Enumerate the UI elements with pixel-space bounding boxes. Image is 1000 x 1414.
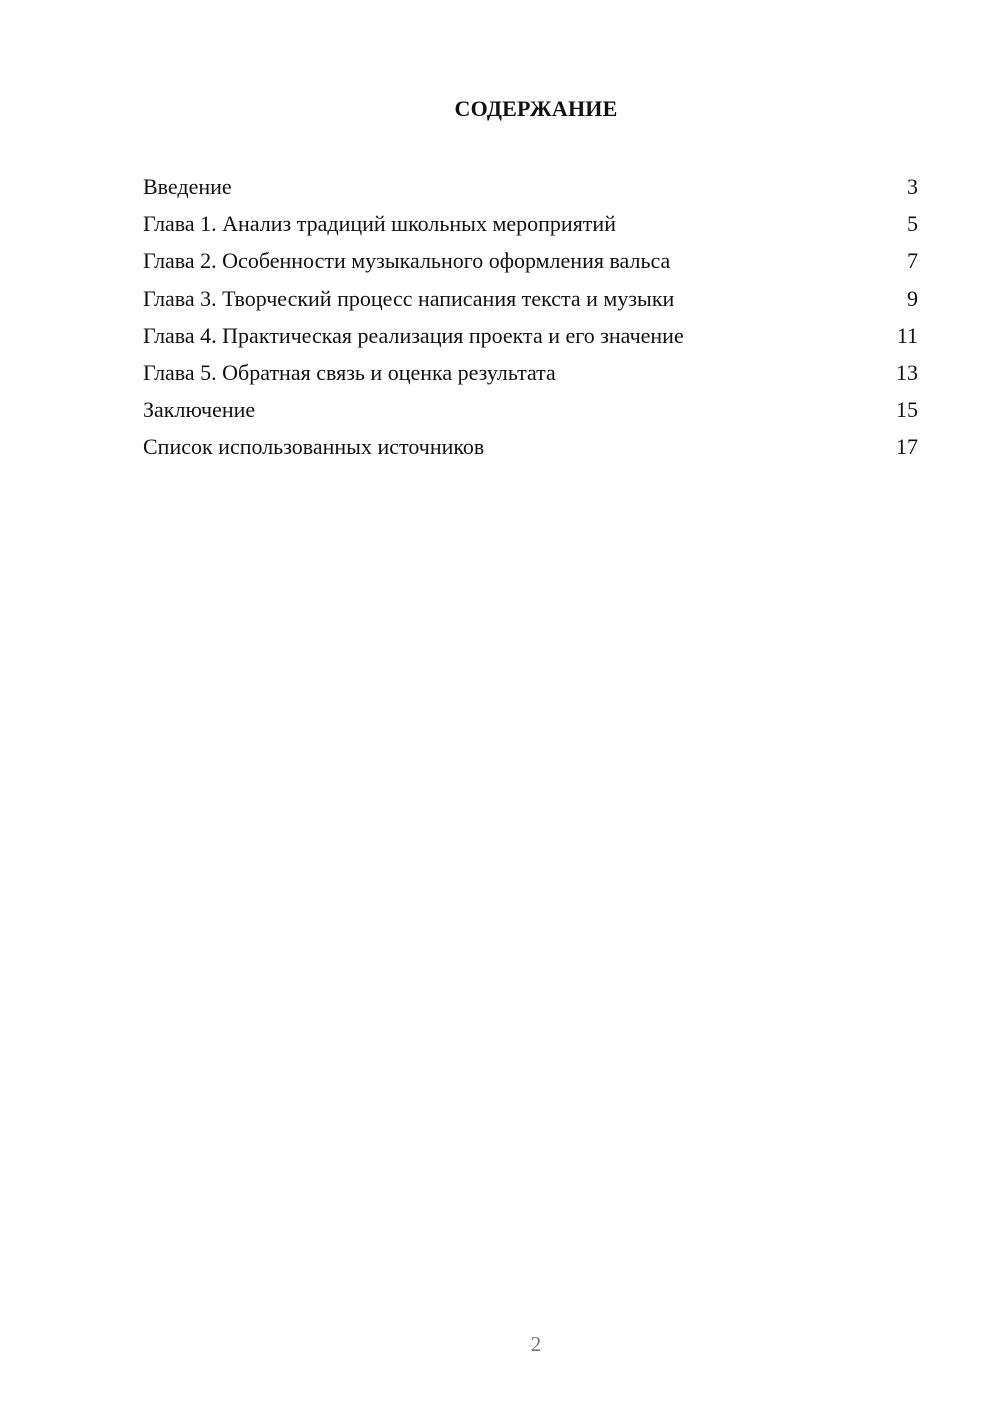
toc-title: СОДЕРЖАНИЕ <box>454 96 618 121</box>
toc-item-label: Введение <box>143 174 232 199</box>
toc-item-chapter-4 <box>143 317 918 354</box>
toc-item-label: Список использованных источников <box>143 434 485 460</box>
toc-item-label: Глава 5. Обратная связь и оценка результата <box>143 359 556 385</box>
toc-item-page: 15 <box>896 397 918 423</box>
toc-item-references <box>143 428 918 465</box>
toc-item-label: Глава 1. Анализ традиций школьных мероприятий <box>143 211 616 237</box>
toc-item-chapter-5 <box>143 354 918 391</box>
toc-item-page: 5 <box>907 211 918 237</box>
toc-item-page: 13 <box>896 359 918 385</box>
toc-item-label: Заключение <box>143 397 256 423</box>
toc-item-page: 3 <box>907 174 918 199</box>
toc-item-label: Глава 4. Практическая реализация проекта и его значение <box>143 322 684 348</box>
toc-item-chapter-2 <box>143 242 918 279</box>
toc-item-conclusion <box>143 391 918 428</box>
toc-item-label: Глава 2. Особенности музыкального оформления вальса <box>143 248 671 274</box>
toc-item-page: 7 <box>907 248 918 274</box>
page-number: 2 <box>530 1332 542 1356</box>
toc-item-page: 9 <box>907 285 918 311</box>
toc-item-label: Глава 3. Творческий процесс написания текста и музыки <box>143 285 675 311</box>
toc-item-chapter-1 <box>143 205 918 242</box>
table-of-contents <box>143 168 918 466</box>
toc-item-page: 17 <box>896 434 918 460</box>
toc-item-chapter-3 <box>143 280 918 317</box>
toc-item-page: 11 <box>896 322 918 348</box>
toc-item-introduction <box>143 168 918 205</box>
